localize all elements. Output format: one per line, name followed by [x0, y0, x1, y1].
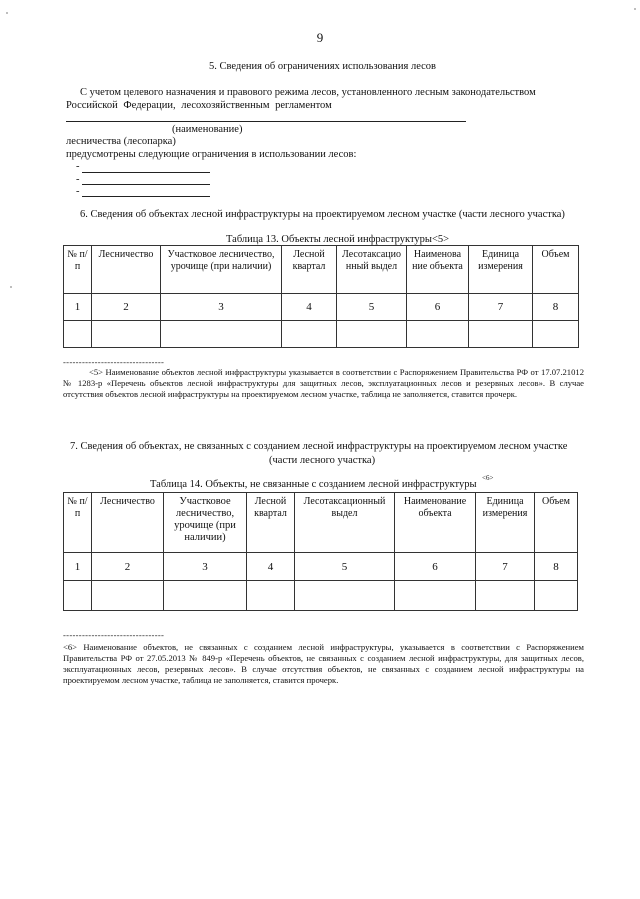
- table-13-footnote-ref: <5>: [432, 234, 450, 245]
- table-cell: [164, 581, 247, 611]
- restriction-line: [82, 184, 210, 185]
- table-cell: [476, 581, 535, 611]
- restriction-line: [82, 172, 210, 173]
- table-cell: [337, 321, 407, 348]
- column-number: 8: [535, 553, 578, 581]
- table-14-caption: Таблица 14. Объекты, не связанные с созданием лесной инфраструктуры: [150, 479, 477, 490]
- table-header-row: [64, 493, 578, 553]
- column-number: 6: [395, 553, 476, 581]
- section-5-line-2: Российской Федерации, лесохозяйственным регламентом: [66, 100, 332, 111]
- column-number: 2: [92, 294, 161, 321]
- header-cell: Объем: [533, 246, 579, 294]
- header-cell: Лесной квартал: [247, 493, 295, 553]
- table-number-row: [64, 294, 579, 321]
- footnote-rule: --------------------------------: [63, 357, 165, 367]
- restriction-bullet: -: [76, 174, 80, 185]
- footnote-6: <6> Наименование объектов, не связанных с созданием лесной инфраструктуры, указывается в соответствии с Распоряжением Правительства РФ от 27.05.2013 № 849-р «Перечень объектов, не связанных с созданием лесной инфраструктуры, для защитных лесов, эксплуатационных лесов, резервных лесов». В случае отсутствия объектов, не связанных с созданием лесной инфраструктуры на проектируемом лесном участке, таблица не заполняется, ставится прочерк.: [63, 642, 584, 685]
- section-5-title: 5. Сведения об ограничениях использования лесов: [209, 61, 437, 72]
- table-cell: [469, 321, 533, 348]
- table-number-row: [64, 553, 578, 581]
- column-number: 7: [469, 294, 533, 321]
- column-number: 4: [247, 553, 295, 581]
- header-cell: Наименова ние объекта: [407, 246, 469, 294]
- table-13-caption-text: Таблица 13. Объекты лесной инфраструктуры: [226, 234, 432, 245]
- table-cell: [92, 321, 161, 348]
- section-5-line-1: С учетом целевого назначения и правового режима лесов, установленного лесным законодательством: [80, 87, 536, 98]
- column-number: 4: [282, 294, 337, 321]
- column-number: 1: [64, 553, 92, 581]
- column-number: 5: [337, 294, 407, 321]
- column-number: 7: [476, 553, 535, 581]
- header-cell: Участковое лесничество, урочище (при наличии): [164, 493, 247, 553]
- column-number: 3: [161, 294, 282, 321]
- scan-speck: [634, 8, 636, 10]
- section-5-line-4: предусмотрены следующие ограничения в использовании лесов:: [66, 149, 357, 160]
- header-cell: Лесничество: [92, 246, 161, 294]
- header-cell: Объем: [535, 493, 578, 553]
- header-cell: Лесной квартал: [282, 246, 337, 294]
- table-cell: [161, 321, 282, 348]
- column-number: 8: [533, 294, 579, 321]
- header-cell: № п/п: [64, 246, 92, 294]
- table-empty-row: [64, 581, 578, 611]
- footnote-rule: --------------------------------: [63, 630, 165, 640]
- table-empty-row: [64, 321, 579, 348]
- header-cell: Лесотаксацио нный выдел: [337, 246, 407, 294]
- restriction-line: [82, 196, 210, 197]
- section-5-line-3: лесничества (лесопарка): [66, 136, 176, 147]
- section-6-title: 6. Сведения об объектах лесной инфраструктуры на проектируемом лесном участке (части лесного участка): [80, 209, 565, 220]
- section-7-title-line-1: 7. Сведения об объектах, не связанных с созданием лесной инфраструктуры на проектируемом лесном участке: [70, 441, 568, 452]
- column-number: 5: [295, 553, 395, 581]
- table-13-caption: [226, 234, 449, 245]
- restriction-bullet: -: [76, 161, 80, 172]
- header-cell: Лесотаксационный выдел: [295, 493, 395, 553]
- header-cell: Единица измерения: [476, 493, 535, 553]
- table-14-footnote-ref: <6>: [482, 474, 494, 482]
- page-number: 9: [316, 30, 324, 45]
- header-cell: № п/п: [64, 493, 92, 553]
- table-cell: [282, 321, 337, 348]
- column-number: 3: [164, 553, 247, 581]
- table-cell: [64, 321, 92, 348]
- header-cell: Наименование объекта: [395, 493, 476, 553]
- table-cell: [395, 581, 476, 611]
- table-cell: [247, 581, 295, 611]
- scan-speck: [10, 286, 12, 288]
- table-cell: [64, 581, 92, 611]
- footnote-5: <5> Наименование объектов лесной инфраструктуры указывается в соответствии с Распоряжением Правительства РФ от 17.07.21012 № 1283-р «Перечень объектов лесной инфраструктуры для защитных лесов, эксплуатационных лесов и резервных лесов». В случае отсутствия объектов лесной инфраструктуры на проектируемом лесном участке, таблица не заполняется, ставится прочерк.: [63, 367, 584, 399]
- header-cell: Лесничество: [92, 493, 164, 553]
- column-number: 6: [407, 294, 469, 321]
- table-cell: [533, 321, 579, 348]
- header-cell: Единица измерения: [469, 246, 533, 294]
- section-7-title-line-2: (части лесного участка): [269, 455, 376, 466]
- scan-speck: [6, 12, 8, 14]
- table-14: [63, 492, 578, 611]
- table-cell: [407, 321, 469, 348]
- column-number: 2: [92, 553, 164, 581]
- header-cell: Участковое лесничество, урочище (при наличии): [161, 246, 282, 294]
- blank-caption: (наименование): [172, 124, 243, 135]
- column-number: 1: [64, 294, 92, 321]
- table-header-row: [64, 246, 579, 294]
- table-cell: [535, 581, 578, 611]
- restriction-bullet: -: [76, 186, 80, 197]
- table-cell: [295, 581, 395, 611]
- table-13: [63, 245, 579, 348]
- table-cell: [92, 581, 164, 611]
- regulation-blank-line: [66, 121, 466, 122]
